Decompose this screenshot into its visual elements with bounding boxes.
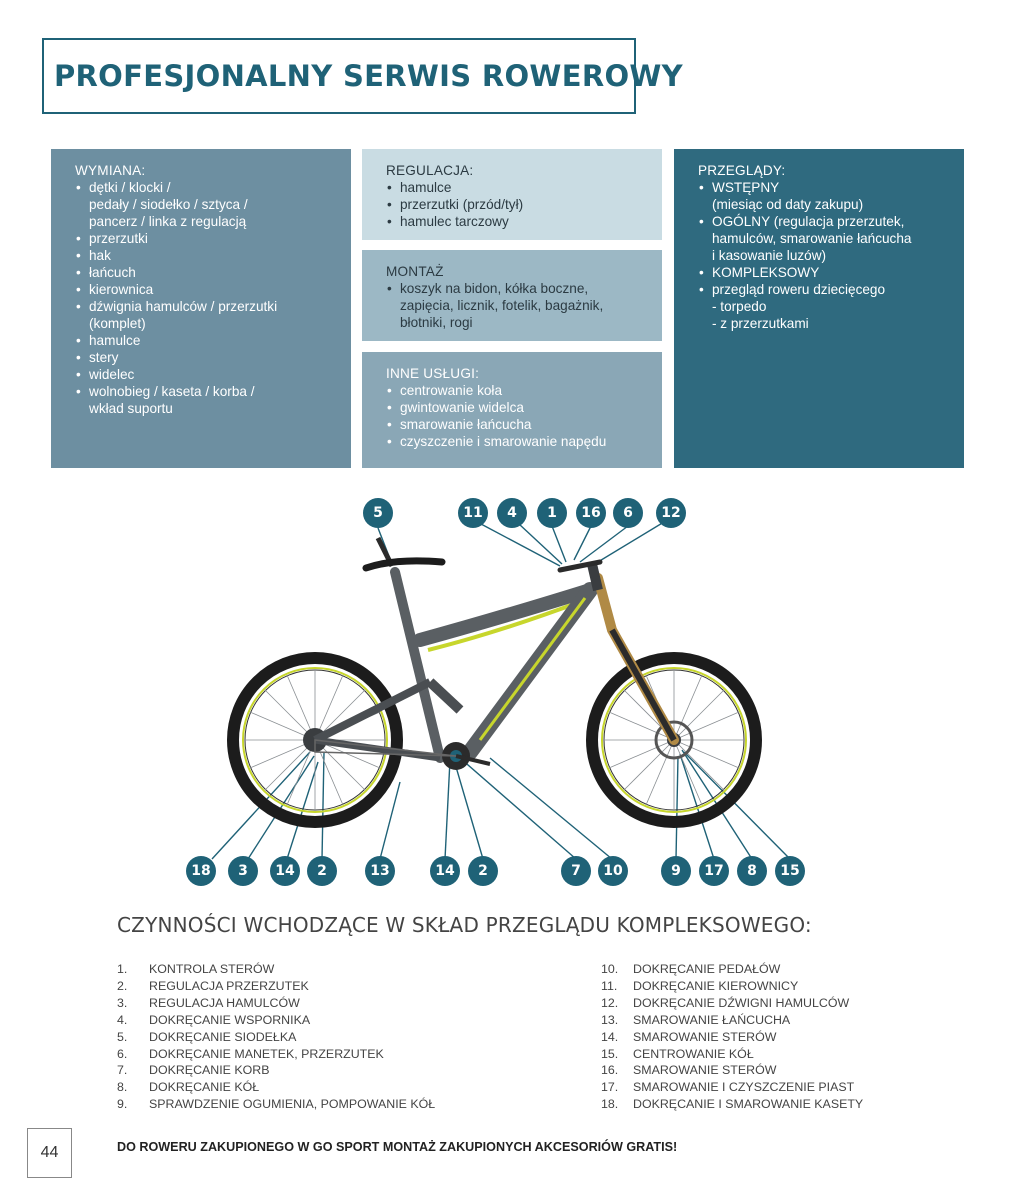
callout-number: 2 [307, 856, 337, 886]
task-row [601, 978, 1001, 995]
footnote: DO ROWERU ZAKUPIONEGO W GO SPORT MONTAŻ ZAKUPIONYCH AKCESORIÓW GRATIS! [117, 1140, 678, 1154]
callout-number: 11 [458, 498, 488, 528]
task-number: 1. [117, 962, 128, 976]
panel-heading: MONTAŻ [386, 264, 444, 279]
task-row [117, 1079, 577, 1096]
list-item: - torpedo [712, 299, 767, 314]
panel-montaz [362, 250, 662, 341]
task-number: 9. [117, 1097, 128, 1112]
panel-list [386, 382, 652, 450]
task-list-right [601, 961, 1001, 1113]
panel-list [698, 179, 954, 332]
list-item: • gwintowanie widelca [386, 399, 652, 416]
task-text: SMAROWANIE STERÓW [633, 1029, 777, 1044]
callout-number: 7 [561, 856, 591, 886]
page-title: PROFESJONALNY SERWIS ROWEROWY [54, 59, 683, 93]
task-text: DOKRĘCANIE KÓŁ [149, 1080, 260, 1095]
task-row [601, 995, 1001, 1012]
task-text: DOKRĘCANIE I SMAROWANIE KASETY [633, 1097, 864, 1112]
list-item: • dętki / klocki / [75, 179, 341, 196]
list-item: - z przerzutkami [712, 316, 809, 331]
list-item: błotniki, rogi [400, 315, 473, 330]
task-number: 4. [117, 1012, 128, 1027]
list-item: • koszyk na bidon, kółka boczne, [386, 280, 652, 297]
list-item: wkład suportu [89, 401, 173, 416]
list-item: pedały / siodełko / sztyca / [89, 197, 248, 212]
task-text: SMAROWANIE ŁAŃCUCHA [633, 1012, 791, 1027]
callout-number: 1 [537, 498, 567, 528]
callout-number: 14 [270, 856, 300, 886]
task-row [117, 1029, 577, 1046]
task-text: DOKRĘCANIE PEDAŁÓW [633, 962, 781, 976]
task-number: 11. [601, 978, 618, 993]
bike-frame [315, 538, 674, 770]
list-item: • widelec [75, 366, 341, 383]
list-item: hamulców, smarowanie łańcucha [712, 231, 912, 246]
task-number: 16. [601, 1063, 619, 1078]
callout-number: 2 [468, 856, 498, 886]
list-item: (komplet) [89, 316, 146, 331]
list-item: • wolnobieg / kaseta / korba / [75, 383, 341, 400]
callout-number: 15 [775, 856, 805, 886]
panel-list [386, 179, 652, 230]
page-number: 44 [27, 1128, 72, 1178]
callout-number: 5 [363, 498, 393, 528]
task-row [117, 1046, 577, 1063]
task-row [117, 961, 577, 978]
task-row [601, 1062, 1001, 1079]
task-text: DOKRĘCANIE MANETEK, PRZERZUTEK [149, 1046, 384, 1061]
task-row [601, 1029, 1001, 1046]
task-number: 7. [117, 1063, 128, 1078]
callout-number: 3 [228, 856, 258, 886]
list-item: i kasowanie luzów) [712, 248, 827, 263]
title-box [42, 38, 683, 114]
callout-number: 12 [656, 498, 686, 528]
list-item: • przegląd roweru dziecięcego [698, 281, 954, 298]
callout-number: 18 [186, 856, 216, 886]
list-item: • łańcuch [75, 264, 341, 281]
task-text: DOKRĘCANIE SIODEŁKA [149, 1029, 297, 1044]
callout-number: 17 [699, 856, 729, 886]
task-text: SMAROWANIE STERÓW [633, 1063, 777, 1078]
task-number: 17. [601, 1080, 619, 1095]
list-item: • hamulce [386, 179, 652, 196]
task-text: SMAROWANIE I CZYSZCZENIE PIAST [633, 1080, 855, 1095]
list-item: pancerz / linka z regulacją [89, 214, 247, 229]
task-text: KONTROLA STERÓW [149, 962, 275, 976]
task-row [601, 1046, 1001, 1063]
callout-number: 13 [365, 856, 395, 886]
task-list-left [117, 961, 577, 1113]
panel-regulacja [362, 149, 662, 240]
task-text: REGULACJA PRZERZUTEK [149, 978, 309, 993]
list-item: • hamulec tarczowy [386, 213, 652, 230]
task-text: SPRAWDZENIE OGUMIENIA, POMPOWANIE KÓŁ [149, 1097, 436, 1112]
task-number: 2. [117, 978, 128, 993]
list-item: • smarowanie łańcucha [386, 416, 652, 433]
task-row [117, 978, 577, 995]
callout-number: 16 [576, 498, 606, 528]
callout-number: 8 [737, 856, 767, 886]
bike-illustration [0, 490, 1009, 890]
task-text: DOKRĘCANIE KORB [149, 1063, 270, 1078]
panel-list [386, 280, 652, 331]
task-row [117, 1012, 577, 1029]
task-number: 10. [601, 962, 619, 976]
callout-number: 10 [598, 856, 628, 886]
list-item: • przerzutki [75, 230, 341, 247]
task-row [117, 995, 577, 1012]
panel-heading: REGULACJA: [386, 163, 474, 178]
bike-diagram [0, 490, 1009, 890]
panel-wymiana [51, 149, 351, 468]
list-item: • kierownica [75, 281, 341, 298]
list-item: • WSTĘPNY [698, 179, 954, 196]
callout-number: 14 [430, 856, 460, 886]
panel-inne-uslugi [362, 352, 662, 468]
task-text: DOKRĘCANIE DŹWIGNI HAMULCÓW [633, 995, 850, 1010]
list-item: zapięcia, licznik, fotelik, bagażnik, [400, 298, 604, 313]
task-number: 14. [601, 1029, 619, 1044]
task-text: DOKRĘCANIE KIEROWNICY [633, 978, 799, 993]
task-number: 15. [601, 1046, 619, 1061]
task-text: DOKRĘCANIE WSPORNIKA [149, 1012, 311, 1027]
task-row [601, 1012, 1001, 1029]
list-item: • hak [75, 247, 341, 264]
task-number: 3. [117, 995, 128, 1010]
task-row [601, 1096, 1001, 1113]
task-row [601, 1079, 1001, 1096]
task-number: 8. [117, 1080, 128, 1095]
panel-heading: WYMIANA: [75, 163, 146, 178]
list-item: • centrowanie koła [386, 382, 652, 399]
callout-number: 6 [613, 498, 643, 528]
list-item: • stery [75, 349, 341, 366]
callout-number: 9 [661, 856, 691, 886]
list-item: • KOMPLEKSOWY [698, 264, 954, 281]
list-item: • OGÓLNY (regulacja przerzutek, [698, 213, 954, 230]
panel-przeglady [674, 149, 964, 468]
list-item: • czyszczenie i smarowanie napędu [386, 433, 652, 450]
list-item: • dźwignia hamulców / przerzutki [75, 298, 341, 315]
callout-number: 4 [497, 498, 527, 528]
task-number: 6. [117, 1046, 128, 1061]
section-title: CZYNNOŚCI WCHODZĄCE W SKŁAD PRZEGLĄDU KOMPLEKSOWEGO: [117, 913, 812, 937]
task-text: REGULACJA HAMULCÓW [149, 995, 300, 1010]
panel-heading: INNE USŁUGI: [386, 366, 480, 381]
panel-heading: PRZEGLĄDY: [698, 163, 786, 178]
list-item: • przerzutki (przód/tył) [386, 196, 652, 213]
task-text: CENTROWANIE KÓŁ [633, 1046, 754, 1061]
list-item: • hamulce [75, 332, 341, 349]
task-row [601, 961, 1001, 978]
panel-list [75, 179, 341, 417]
task-number: 18. [601, 1097, 619, 1112]
task-number: 13. [601, 1012, 619, 1027]
task-number: 5. [117, 1029, 128, 1044]
task-row [117, 1096, 577, 1113]
task-number: 12. [601, 995, 619, 1010]
list-item: (miesiąc od daty zakupu) [712, 197, 864, 212]
task-row [117, 1062, 577, 1079]
